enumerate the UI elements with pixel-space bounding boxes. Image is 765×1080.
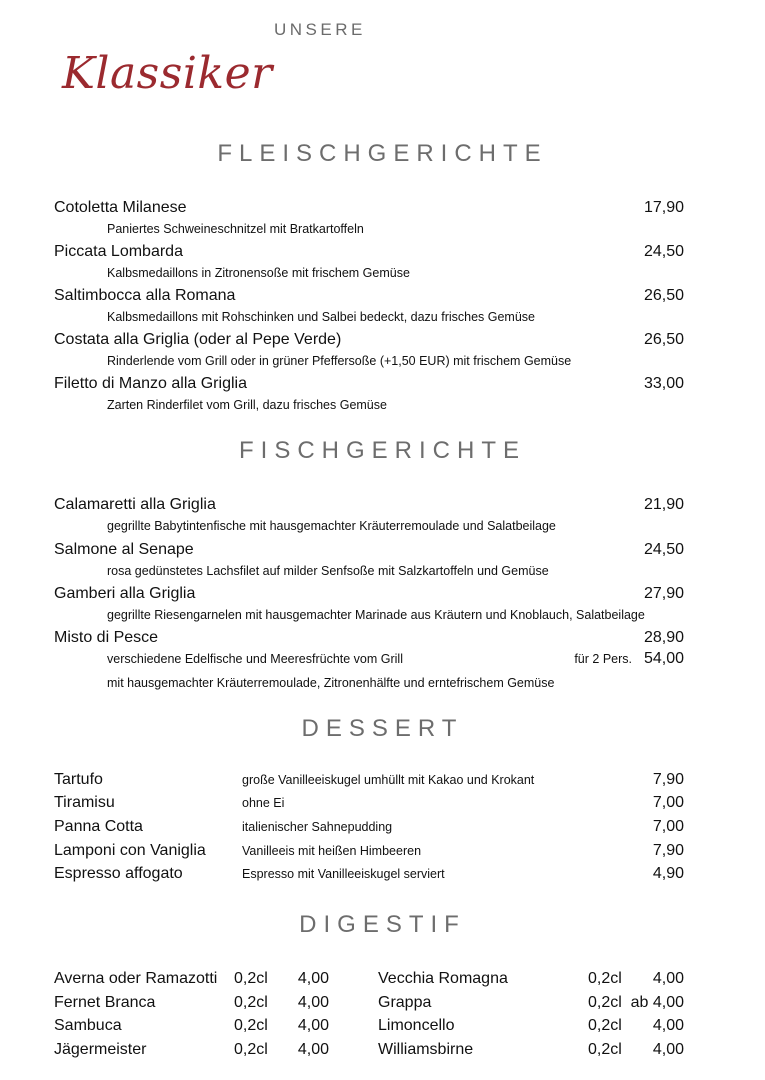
header-title: Klassiker bbox=[62, 48, 273, 99]
item-name: Piccata Lombarda bbox=[54, 243, 183, 260]
section-title-digestif: DIGESTIF bbox=[299, 911, 466, 938]
digestif-row bbox=[54, 1016, 329, 1038]
digestif-price: 4,00 bbox=[652, 970, 684, 987]
digestif-volume: 0,2cl bbox=[234, 1017, 268, 1034]
item-price: 27,90 bbox=[643, 585, 684, 602]
item-description: verschiedene Edelfische und Meeresfrüchte vom Grill bbox=[107, 652, 403, 666]
digestif-price: ab 4,00 bbox=[630, 994, 684, 1011]
digestif-name: Jägermeister bbox=[54, 1041, 147, 1058]
dessert-price: 7,90 bbox=[652, 771, 684, 788]
item-variant-price: 54,00 bbox=[643, 650, 684, 667]
item-price: 26,50 bbox=[643, 287, 684, 304]
digestif-row bbox=[378, 1016, 684, 1038]
dessert-description: ohne Ei bbox=[242, 796, 285, 810]
item-description: Kalbsmedaillons mit Rohschinken und Salbei bedeckt, dazu frisches Gemüse bbox=[107, 310, 536, 324]
digestif-name: Limoncello bbox=[378, 1017, 455, 1034]
item-description: rosa gedünstetes Lachsfilet auf milder Senfsoße mit Salzkartoffeln und Gemüse bbox=[107, 564, 549, 578]
digestif-price: 4,00 bbox=[652, 1041, 684, 1058]
digestif-name: Averna oder Ramazotti bbox=[54, 970, 218, 987]
dessert-description: große Vanilleeiskugel umhüllt mit Kakao und Krokant bbox=[242, 773, 535, 787]
section-title-meat: FLEISCHGERICHTE bbox=[217, 140, 548, 167]
digestif-name: Sambuca bbox=[54, 1017, 122, 1034]
item-name: Gamberi alla Griglia bbox=[54, 585, 196, 602]
item-price: 26,50 bbox=[643, 331, 684, 348]
dessert-row bbox=[54, 793, 684, 815]
header-kicker: UNSERE bbox=[274, 20, 366, 39]
digestif-row bbox=[54, 993, 329, 1015]
item-description: Rinderlende vom Grill oder in grüner Pfeffersoße (+1,50 EUR) mit frischem Gemüse bbox=[107, 354, 572, 368]
item-price: 24,50 bbox=[643, 243, 684, 260]
dessert-row bbox=[54, 770, 684, 792]
dessert-price: 7,00 bbox=[652, 818, 684, 835]
item-variant-label: für 2 Pers. bbox=[574, 652, 632, 666]
item-price: 24,50 bbox=[643, 541, 684, 558]
digestif-price: 4,00 bbox=[297, 970, 329, 987]
section-title-fish: FISCHGERICHTE bbox=[238, 437, 526, 464]
item-name: Salmone al Senape bbox=[54, 541, 194, 558]
item-name: Filetto di Manzo alla Griglia bbox=[54, 375, 247, 392]
digestif-volume: 0,2cl bbox=[234, 970, 268, 987]
item-description: gegrillte Riesengarnelen mit hausgemachter Marinade aus Kräutern und Knoblauch, Salatbeilage bbox=[107, 608, 645, 622]
dessert-row bbox=[54, 841, 684, 863]
dessert-description: Espresso mit Vanilleeiskugel serviert bbox=[242, 867, 445, 881]
digestif-price: 4,00 bbox=[297, 1041, 329, 1058]
digestif-row bbox=[378, 969, 684, 991]
digestif-row bbox=[54, 969, 329, 991]
dessert-name: Lamponi con Vaniglia bbox=[54, 842, 206, 859]
digestif-row bbox=[54, 1040, 329, 1062]
item-price: 21,90 bbox=[643, 496, 684, 513]
item-name: Saltimbocca alla Romana bbox=[54, 287, 236, 304]
digestif-row bbox=[378, 993, 684, 1015]
item-name: Cotoletta Milanese bbox=[54, 199, 187, 216]
digestif-volume: 0,2cl bbox=[588, 1041, 622, 1058]
dessert-price: 7,00 bbox=[652, 794, 684, 811]
item-description: Kalbsmedaillons in Zitronensoße mit frischem Gemüse bbox=[107, 266, 410, 280]
digestif-row bbox=[378, 1040, 684, 1062]
item-price: 33,00 bbox=[643, 375, 684, 392]
item-name: Misto di Pesce bbox=[54, 629, 159, 646]
item-description: Paniertes Schweineschnitzel mit Bratkartoffeln bbox=[107, 222, 364, 236]
digestif-volume: 0,2cl bbox=[234, 994, 268, 1011]
item-description: gegrillte Babytintenfische mit hausgemachter Kräuterremoulade und Salatbeilage bbox=[107, 519, 556, 533]
dessert-name: Tiramisu bbox=[54, 794, 115, 811]
digestif-volume: 0,2cl bbox=[588, 1017, 622, 1034]
dessert-description: Vanilleeis mit heißen Himbeeren bbox=[242, 844, 422, 858]
digestif-name: Vecchia Romagna bbox=[378, 970, 508, 987]
digestif-price: 4,00 bbox=[297, 1017, 329, 1034]
digestif-volume: 0,2cl bbox=[588, 970, 622, 987]
digestif-price: 4,00 bbox=[297, 994, 329, 1011]
dessert-name: Espresso affogato bbox=[54, 865, 183, 882]
dessert-price: 7,90 bbox=[652, 842, 684, 859]
digestif-volume: 0,2cl bbox=[588, 994, 622, 1011]
item-price: 17,90 bbox=[643, 199, 684, 216]
dessert-name: Tartufo bbox=[54, 771, 103, 788]
digestif-name: Fernet Branca bbox=[54, 994, 156, 1011]
dessert-row bbox=[54, 864, 684, 886]
item-price: 28,90 bbox=[643, 629, 684, 646]
section-title-dessert: DESSERT bbox=[301, 715, 464, 742]
dessert-row bbox=[54, 817, 684, 839]
digestif-name: Williamsbirne bbox=[378, 1041, 474, 1058]
item-description: Zarten Rinderfilet vom Grill, dazu frisches Gemüse bbox=[107, 398, 387, 412]
dessert-description: italienischer Sahnepudding bbox=[242, 820, 393, 834]
dessert-price: 4,90 bbox=[652, 865, 684, 882]
digestif-volume: 0,2cl bbox=[234, 1041, 268, 1058]
item-name: Calamaretti alla Griglia bbox=[54, 496, 216, 513]
dessert-name: Panna Cotta bbox=[54, 818, 143, 835]
digestif-price: 4,00 bbox=[652, 1017, 684, 1034]
item-description-extra: mit hausgemachter Kräuterremoulade, Zitronenhälfte und erntefrischem Gemüse bbox=[107, 676, 555, 690]
item-name: Costata alla Griglia (oder al Pepe Verde) bbox=[54, 331, 342, 348]
digestif-name: Grappa bbox=[378, 994, 432, 1011]
